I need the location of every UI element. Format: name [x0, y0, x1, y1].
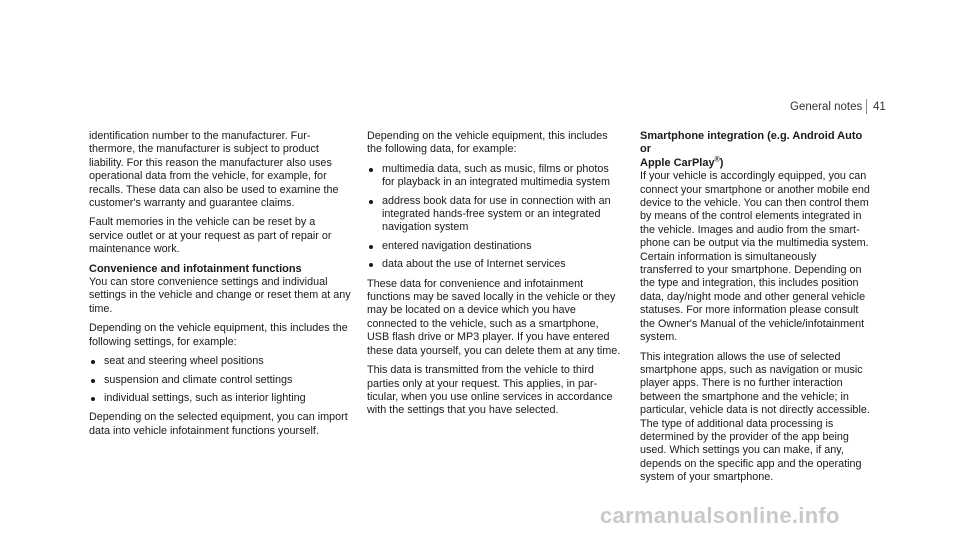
page-header: [0, 101, 960, 115]
paragraph: identification number to the manufacturer. Furthermore, the manufacturer is subject to product liability. For this reason the manufacturer also uses operational data from the vehicle, for example, for recalls. These data can also be used to examine the customer's warranty and guarantee claims.: [89, 130, 339, 210]
section-heading: [640, 130, 870, 170]
paragraph: Depending on the vehicle equipment, this includes the following settings, for example:: [89, 322, 348, 348]
registered-mark: ®: [714, 156, 720, 164]
column-right: [640, 130, 870, 491]
list-item: seat and steering wheel positions: [89, 355, 351, 368]
list-item: entered navigation destinations: [367, 240, 623, 253]
list-item: data about the use of Internet services: [367, 258, 623, 271]
list-item: suspension and climate control settings: [89, 374, 351, 387]
paragraph: You can store convenience settings and individual settings in the vehicle and change or reset them at any time.: [89, 276, 351, 315]
column-left: [89, 130, 351, 444]
watermark-text: carmanualsonline.info: [600, 503, 840, 528]
column-middle: [367, 130, 623, 424]
paragraph: If your vehicle is accordingly equipped, you can connect your smartphone or another mobile end device to the vehicle. You can then control them by means of the control elements integrated in the vehicle. Images and audio from the smartphone can be output via the multimedia system. Certain information is simultaneously transferred to your smartphone. Depending on the type and integration, this includes position data, day/night mode and other general vehicle statuses. For more information please consult the Owner's Manual of the vehicle/infotainment system.: [640, 170, 870, 344]
paragraph: These data for convenience and infotainment functions may be saved locally in the vehicle or they may be located on a device which you have connected to the vehicle, such as a smartphone, USB flash drive or MP3 player. If you have entered these data yourself, you can delete them at any time.: [367, 277, 621, 357]
paragraph: Depending on the selected equipment, you can import data into vehicle infotainment functions yourself.: [89, 411, 348, 437]
heading-line1: Smartphone integration (e.g. Android Auto or: [640, 130, 863, 156]
bullet-list: [367, 163, 623, 272]
list-item: address book data for use in connection with an integrated hands-free system or an integrated navigation system: [367, 195, 623, 235]
paragraph: This integration allows the use of selected smartphone apps, such as navigation or music player apps. There is no further interaction between the smartphone and the vehicle; in particular, vehicle data is not directly accessible. The type of additional data processing is determined by the provider of the app being used. Which settings you can make, if any, depends on the specific app and the operating system of your smartphone.: [640, 350, 870, 484]
list-item: individual settings, such as interior lighting: [89, 392, 351, 405]
section-title: General notes: [790, 101, 863, 113]
paragraph: Depending on the vehicle equipment, this includes the following data, for example:: [367, 130, 608, 156]
bullet-list: [89, 355, 351, 405]
list-item: multimedia data, such as music, films or photos for playback in an integrated multimedia system: [367, 163, 623, 190]
heading-line2: Apple CarPlay: [640, 156, 715, 169]
section-heading: Convenience and infotainment functions: [89, 262, 302, 275]
header-divider: [866, 99, 867, 114]
paragraph: This data is transmitted from the vehicle to third parties only at your request. This applies, in particular, when you use online services in accordance with the settings that you have selected.: [367, 364, 613, 417]
paragraph: Fault memories in the vehicle can be reset by a service outlet or at your request as part of repair or maintenance work.: [89, 216, 332, 256]
page-number: 41: [873, 101, 886, 113]
heading-close: ): [719, 156, 724, 169]
